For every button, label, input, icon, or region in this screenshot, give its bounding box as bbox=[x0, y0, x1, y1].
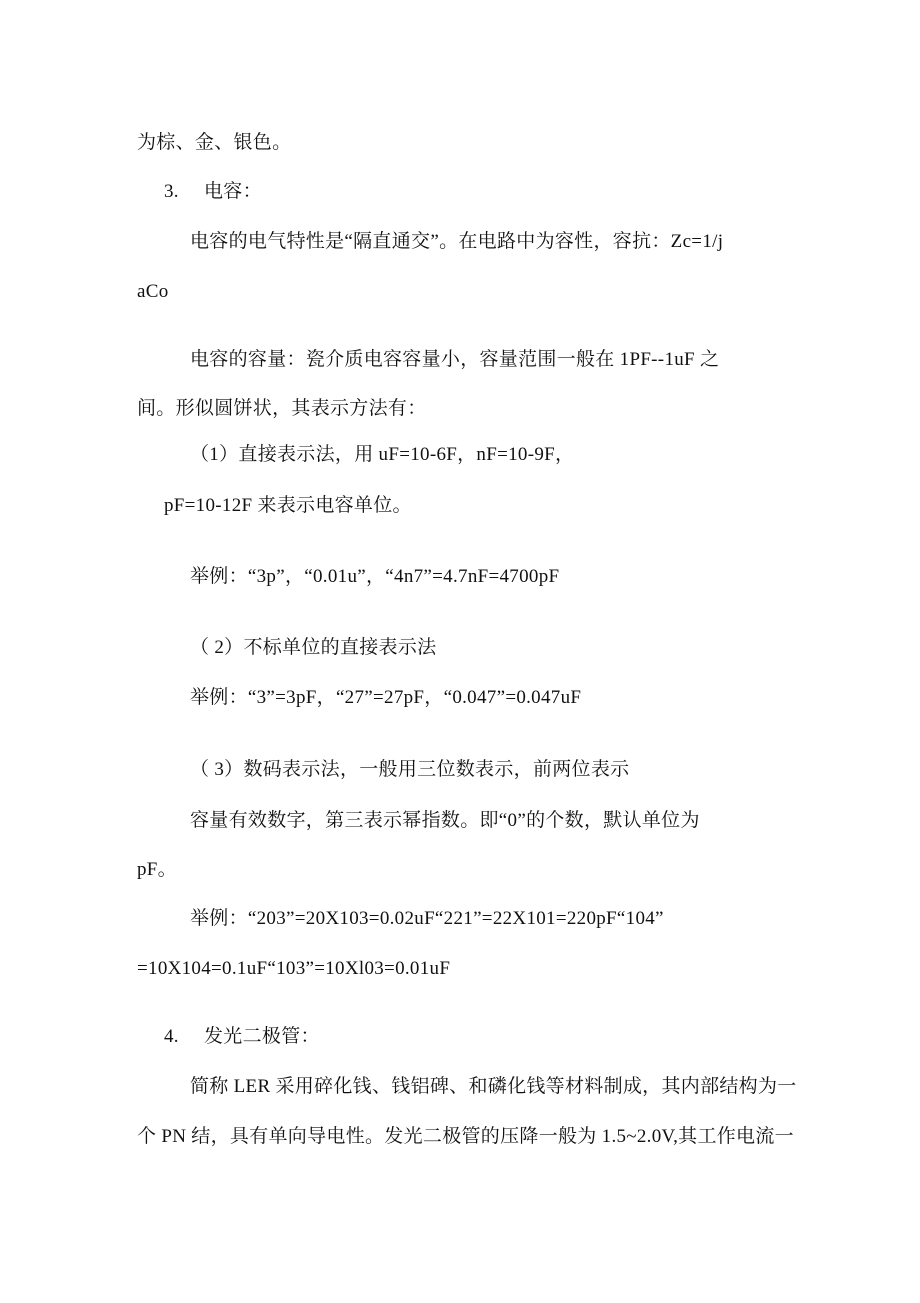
section-heading bbox=[164, 180, 262, 204]
text-line: 电容的电气特性是“隔直通交”。在电路中为容性，容抗：Zc=1/j bbox=[190, 231, 724, 252]
text-line: （1）直接表示法，用 uF=10-6F，nF=10-9F， bbox=[190, 444, 575, 465]
text-line: 容量有效数字，第三表示幂指数。即“0”的个数，默认单位为 bbox=[190, 810, 700, 831]
text-line: pF。 bbox=[137, 859, 177, 880]
section-heading bbox=[164, 1025, 320, 1049]
text-line: （ 2）不标单位的直接表示法 bbox=[190, 637, 437, 658]
text-line: 举例：“203”=20X103=0.02uF“221”=22X101=220pF“104” bbox=[190, 908, 664, 929]
text-line: pF=10-12F 来表示电容单位。 bbox=[164, 495, 412, 516]
text-line: 电容的容量：瓷介质电容容量小，容量范围一般在 1PF--1uF 之 bbox=[190, 349, 720, 370]
text-line: （ 3）数码表示法，一般用三位数表示，前两位表示 bbox=[190, 759, 630, 780]
section-number: 3. bbox=[164, 181, 179, 202]
text-line: =10X104=0.1uF“103”=10Xl03=0.01uF bbox=[137, 958, 451, 979]
text-line: 为棕、金、银色。 bbox=[137, 132, 292, 153]
text-line: 个 PN 结，具有单向导电性。发光二极管的压降一般为 1.5~2.0V,其工作电流一 bbox=[137, 1126, 794, 1147]
text-line: 举例：“3p”，“0.01u”，“4n7”=4.7nF=4700pF bbox=[190, 566, 560, 587]
section-title: 发光二极管： bbox=[204, 1026, 320, 1047]
text-line: 简称 LER 采用碎化钱、钱铝碑、和磷化钱等材料制成，其内部结构为一 bbox=[190, 1076, 797, 1097]
text-line: 举例：“3”=3pF，“27”=27pF，“0.047”=0.047uF bbox=[190, 687, 582, 708]
section-title: 电容： bbox=[204, 181, 262, 202]
section-number: 4. bbox=[164, 1026, 179, 1047]
text-line: 间。形似圆饼状，其表示方法有： bbox=[137, 398, 427, 419]
text-line: aCo bbox=[137, 281, 169, 302]
